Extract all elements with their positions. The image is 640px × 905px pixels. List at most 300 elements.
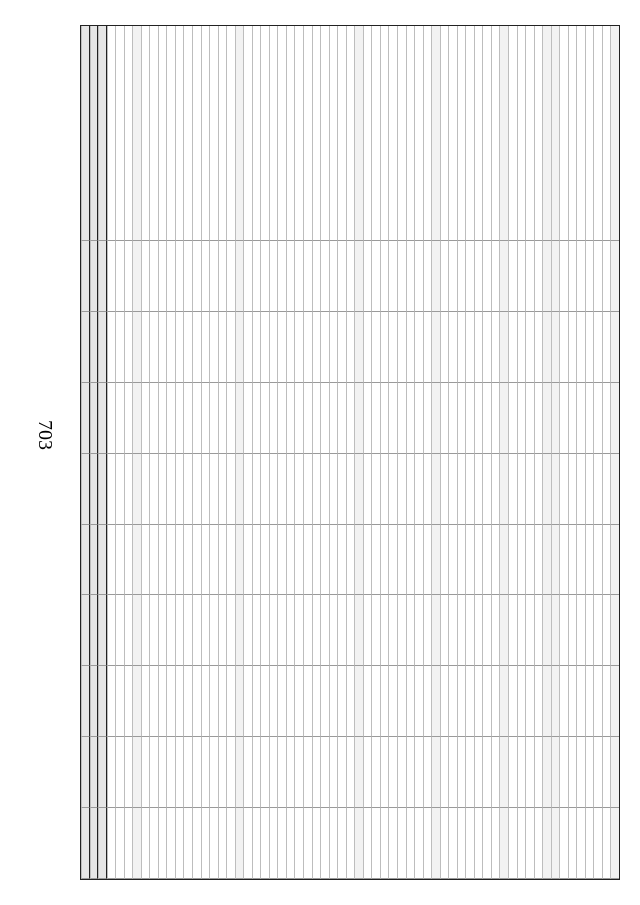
row-name-cell bbox=[457, 26, 466, 241]
value-cell bbox=[98, 808, 107, 879]
row-name-cell bbox=[431, 26, 440, 241]
value-cell bbox=[124, 383, 133, 454]
value-cell bbox=[235, 737, 244, 808]
value-cell bbox=[551, 666, 560, 737]
value-cell bbox=[576, 595, 585, 666]
value-cell bbox=[388, 737, 397, 808]
row-name-cell bbox=[568, 26, 577, 241]
value-cell bbox=[346, 241, 355, 312]
value-cell bbox=[576, 241, 585, 312]
value-cell bbox=[534, 383, 543, 454]
value-cell bbox=[218, 312, 227, 383]
value-cell bbox=[457, 737, 466, 808]
row-name-cell bbox=[534, 26, 543, 241]
value-cell bbox=[115, 312, 124, 383]
value-cell bbox=[218, 454, 227, 525]
value-cell bbox=[183, 737, 192, 808]
value-cell bbox=[183, 383, 192, 454]
value-cell bbox=[235, 525, 244, 596]
value-cell bbox=[158, 312, 167, 383]
row-name-cell bbox=[448, 26, 457, 241]
value-cell bbox=[260, 808, 269, 879]
value-cell bbox=[491, 595, 500, 666]
value-cell bbox=[448, 383, 457, 454]
value-cell bbox=[269, 312, 278, 383]
value-cell bbox=[610, 737, 619, 808]
value-cell bbox=[218, 808, 227, 879]
value-cell bbox=[269, 241, 278, 312]
value-cell bbox=[218, 241, 227, 312]
value-cell bbox=[209, 312, 218, 383]
value-cell bbox=[610, 595, 619, 666]
value-cell bbox=[320, 737, 329, 808]
value-cell bbox=[491, 808, 500, 879]
value-cell bbox=[517, 454, 526, 525]
value-cell bbox=[388, 525, 397, 596]
value-cell bbox=[149, 595, 158, 666]
value-cell bbox=[183, 666, 192, 737]
row-name-cell bbox=[337, 26, 346, 241]
row-name-cell bbox=[380, 26, 389, 241]
value-cell bbox=[337, 525, 346, 596]
value-cell bbox=[440, 525, 449, 596]
row-name-cell bbox=[602, 26, 611, 241]
value-cell bbox=[183, 525, 192, 596]
row-name-cell bbox=[235, 26, 244, 241]
value-cell bbox=[175, 737, 184, 808]
value-cell bbox=[175, 312, 184, 383]
value-cell bbox=[158, 808, 167, 879]
value-cell bbox=[346, 737, 355, 808]
row-name-cell bbox=[166, 26, 175, 241]
value-cell bbox=[354, 525, 363, 596]
value-cell bbox=[482, 737, 491, 808]
value-cell bbox=[209, 454, 218, 525]
value-cell bbox=[371, 383, 380, 454]
value-cell bbox=[363, 312, 372, 383]
value-cell bbox=[593, 383, 602, 454]
value-cell bbox=[269, 737, 278, 808]
value-cell bbox=[568, 383, 577, 454]
value-cell bbox=[260, 454, 269, 525]
value-cell bbox=[363, 808, 372, 879]
value-cell bbox=[329, 737, 338, 808]
value-cell bbox=[448, 241, 457, 312]
row-name-cell bbox=[397, 26, 406, 241]
value-cell bbox=[175, 454, 184, 525]
value-cell bbox=[295, 241, 304, 312]
row-name-cell bbox=[551, 26, 560, 241]
value-cell bbox=[508, 525, 517, 596]
value-cell bbox=[166, 312, 175, 383]
value-cell bbox=[576, 383, 585, 454]
value-cell bbox=[286, 241, 295, 312]
value-cell bbox=[525, 666, 534, 737]
value-cell bbox=[158, 383, 167, 454]
value-cell bbox=[610, 808, 619, 879]
value-cell bbox=[286, 737, 295, 808]
value-cell bbox=[312, 666, 321, 737]
value-cell bbox=[337, 383, 346, 454]
value-cell bbox=[201, 666, 210, 737]
value-cell bbox=[149, 808, 158, 879]
value-cell bbox=[551, 383, 560, 454]
value-cell bbox=[602, 737, 611, 808]
value-cell bbox=[354, 454, 363, 525]
value-cell bbox=[312, 737, 321, 808]
value-cell bbox=[542, 454, 551, 525]
value-cell bbox=[260, 595, 269, 666]
value-cell bbox=[115, 737, 124, 808]
value-cell bbox=[303, 808, 312, 879]
value-cell bbox=[491, 241, 500, 312]
value-cell bbox=[576, 666, 585, 737]
value-cell bbox=[201, 383, 210, 454]
value-cell bbox=[141, 737, 150, 808]
value-cell bbox=[295, 666, 304, 737]
value-cell bbox=[226, 808, 235, 879]
value-cell bbox=[585, 525, 594, 596]
value-cell bbox=[337, 454, 346, 525]
row-name-cell bbox=[81, 26, 90, 241]
value-cell bbox=[482, 666, 491, 737]
value-cell bbox=[508, 312, 517, 383]
value-cell bbox=[431, 525, 440, 596]
value-cell bbox=[457, 595, 466, 666]
page-number: 703 bbox=[34, 420, 56, 450]
value-cell bbox=[295, 737, 304, 808]
value-cell bbox=[286, 595, 295, 666]
value-cell bbox=[277, 808, 286, 879]
value-cell bbox=[482, 808, 491, 879]
value-cell bbox=[218, 383, 227, 454]
value-cell bbox=[218, 525, 227, 596]
value-cell bbox=[610, 666, 619, 737]
value-cell bbox=[286, 525, 295, 596]
value-cell bbox=[158, 525, 167, 596]
value-cell bbox=[329, 312, 338, 383]
value-cell bbox=[517, 525, 526, 596]
value-cell bbox=[499, 666, 508, 737]
row-name-cell bbox=[183, 26, 192, 241]
value-cell bbox=[98, 737, 107, 808]
value-cell bbox=[107, 808, 116, 879]
value-cell bbox=[243, 525, 252, 596]
value-cell bbox=[295, 454, 304, 525]
value-cell bbox=[107, 666, 116, 737]
value-cell bbox=[388, 383, 397, 454]
row-name-cell bbox=[363, 26, 372, 241]
row-name-cell bbox=[260, 26, 269, 241]
row-name-cell bbox=[491, 26, 500, 241]
value-cell bbox=[508, 666, 517, 737]
row-name-cell bbox=[277, 26, 286, 241]
value-cell bbox=[406, 241, 415, 312]
value-cell bbox=[226, 312, 235, 383]
value-cell bbox=[209, 666, 218, 737]
value-cell bbox=[81, 312, 90, 383]
row-name-cell bbox=[175, 26, 184, 241]
value-cell bbox=[448, 312, 457, 383]
row-name-cell bbox=[303, 26, 312, 241]
value-cell bbox=[115, 454, 124, 525]
value-cell bbox=[499, 525, 508, 596]
value-cell bbox=[218, 666, 227, 737]
value-cell bbox=[474, 808, 483, 879]
row-name-cell bbox=[243, 26, 252, 241]
value-cell bbox=[440, 241, 449, 312]
value-cell bbox=[243, 595, 252, 666]
value-cell bbox=[269, 454, 278, 525]
value-cell bbox=[559, 241, 568, 312]
value-cell bbox=[192, 525, 201, 596]
value-cell bbox=[380, 525, 389, 596]
value-cell bbox=[337, 595, 346, 666]
row-name-cell bbox=[576, 26, 585, 241]
value-cell bbox=[593, 737, 602, 808]
value-cell bbox=[508, 454, 517, 525]
value-cell bbox=[269, 666, 278, 737]
value-cell bbox=[90, 241, 99, 312]
value-cell bbox=[559, 312, 568, 383]
value-cell bbox=[175, 666, 184, 737]
value-cell bbox=[252, 595, 261, 666]
value-cell bbox=[482, 241, 491, 312]
value-cell bbox=[98, 595, 107, 666]
value-cell bbox=[508, 595, 517, 666]
row-name-cell bbox=[499, 26, 508, 241]
value-cell bbox=[371, 525, 380, 596]
value-cell bbox=[329, 241, 338, 312]
value-cell bbox=[149, 666, 158, 737]
row-name-cell bbox=[542, 26, 551, 241]
value-cell bbox=[414, 241, 423, 312]
row-name-cell bbox=[482, 26, 491, 241]
value-cell bbox=[98, 454, 107, 525]
value-cell bbox=[346, 312, 355, 383]
value-cell bbox=[380, 808, 389, 879]
value-cell bbox=[423, 595, 432, 666]
value-cell bbox=[440, 737, 449, 808]
value-cell bbox=[141, 595, 150, 666]
value-cell bbox=[414, 666, 423, 737]
value-cell bbox=[499, 808, 508, 879]
value-cell bbox=[610, 383, 619, 454]
value-cell bbox=[397, 737, 406, 808]
value-cell bbox=[90, 454, 99, 525]
value-cell bbox=[295, 525, 304, 596]
value-cell bbox=[269, 383, 278, 454]
value-cell bbox=[141, 312, 150, 383]
value-cell bbox=[158, 241, 167, 312]
value-cell bbox=[397, 666, 406, 737]
value-cell bbox=[380, 241, 389, 312]
row-name-cell bbox=[218, 26, 227, 241]
value-cell bbox=[414, 595, 423, 666]
value-cell bbox=[209, 595, 218, 666]
row-name-cell bbox=[252, 26, 261, 241]
value-cell bbox=[474, 383, 483, 454]
value-cell bbox=[320, 454, 329, 525]
value-cell bbox=[414, 454, 423, 525]
value-cell bbox=[534, 454, 543, 525]
value-cell bbox=[363, 737, 372, 808]
value-cell bbox=[132, 666, 141, 737]
row-name-cell bbox=[209, 26, 218, 241]
value-cell bbox=[303, 454, 312, 525]
value-cell bbox=[124, 241, 133, 312]
value-cell bbox=[363, 383, 372, 454]
value-cell bbox=[440, 666, 449, 737]
value-cell bbox=[132, 737, 141, 808]
value-cell bbox=[295, 595, 304, 666]
value-cell bbox=[141, 454, 150, 525]
value-cell bbox=[474, 525, 483, 596]
value-cell bbox=[175, 595, 184, 666]
value-cell bbox=[397, 525, 406, 596]
value-cell bbox=[175, 525, 184, 596]
value-cell bbox=[286, 383, 295, 454]
value-cell bbox=[610, 241, 619, 312]
value-cell bbox=[542, 808, 551, 879]
value-cell bbox=[423, 808, 432, 879]
value-cell bbox=[252, 666, 261, 737]
value-cell bbox=[149, 737, 158, 808]
row-name-cell bbox=[192, 26, 201, 241]
value-cell bbox=[431, 312, 440, 383]
row-name-cell bbox=[517, 26, 526, 241]
value-cell bbox=[542, 666, 551, 737]
value-cell bbox=[397, 383, 406, 454]
value-cell bbox=[286, 312, 295, 383]
value-cell bbox=[226, 737, 235, 808]
value-cell bbox=[465, 595, 474, 666]
value-cell bbox=[192, 312, 201, 383]
value-cell bbox=[115, 808, 124, 879]
value-cell bbox=[320, 808, 329, 879]
value-cell bbox=[388, 241, 397, 312]
value-cell bbox=[551, 595, 560, 666]
value-cell bbox=[209, 525, 218, 596]
value-cell bbox=[499, 454, 508, 525]
value-cell bbox=[115, 525, 124, 596]
value-cell bbox=[465, 383, 474, 454]
value-cell bbox=[585, 383, 594, 454]
value-cell bbox=[568, 808, 577, 879]
value-cell bbox=[482, 312, 491, 383]
value-cell bbox=[576, 454, 585, 525]
value-cell bbox=[346, 383, 355, 454]
value-cell bbox=[243, 666, 252, 737]
value-cell bbox=[388, 312, 397, 383]
value-cell bbox=[277, 312, 286, 383]
value-cell bbox=[124, 666, 133, 737]
value-cell bbox=[517, 666, 526, 737]
value-cell bbox=[346, 808, 355, 879]
value-cell bbox=[534, 666, 543, 737]
value-cell bbox=[295, 383, 304, 454]
value-cell bbox=[312, 383, 321, 454]
value-cell bbox=[132, 383, 141, 454]
value-cell bbox=[491, 737, 500, 808]
value-cell bbox=[346, 595, 355, 666]
value-cell bbox=[414, 737, 423, 808]
value-cell bbox=[303, 525, 312, 596]
value-cell bbox=[98, 241, 107, 312]
value-cell bbox=[90, 383, 99, 454]
value-cell bbox=[525, 241, 534, 312]
value-cell bbox=[534, 525, 543, 596]
value-cell bbox=[431, 454, 440, 525]
value-cell bbox=[585, 808, 594, 879]
row-name-cell bbox=[158, 26, 167, 241]
row-name-cell bbox=[593, 26, 602, 241]
value-cell bbox=[406, 312, 415, 383]
value-cell bbox=[141, 666, 150, 737]
value-cell bbox=[388, 666, 397, 737]
value-cell bbox=[388, 808, 397, 879]
value-cell bbox=[517, 595, 526, 666]
value-cell bbox=[124, 454, 133, 525]
value-cell bbox=[371, 666, 380, 737]
row-name-cell bbox=[525, 26, 534, 241]
value-cell bbox=[81, 241, 90, 312]
value-cell bbox=[243, 737, 252, 808]
value-cell bbox=[277, 454, 286, 525]
value-cell bbox=[260, 666, 269, 737]
value-cell bbox=[602, 666, 611, 737]
value-cell bbox=[107, 241, 116, 312]
value-cell bbox=[243, 241, 252, 312]
value-cell bbox=[406, 383, 415, 454]
value-cell bbox=[235, 312, 244, 383]
value-cell bbox=[593, 808, 602, 879]
value-cell bbox=[474, 241, 483, 312]
value-cell bbox=[132, 808, 141, 879]
value-cell bbox=[252, 808, 261, 879]
value-cell bbox=[568, 595, 577, 666]
row-name-cell bbox=[149, 26, 158, 241]
value-cell bbox=[132, 454, 141, 525]
value-cell bbox=[423, 383, 432, 454]
value-cell bbox=[312, 525, 321, 596]
value-cell bbox=[81, 666, 90, 737]
value-cell bbox=[354, 383, 363, 454]
value-cell bbox=[329, 383, 338, 454]
value-cell bbox=[201, 808, 210, 879]
value-cell bbox=[551, 737, 560, 808]
value-cell bbox=[363, 595, 372, 666]
value-cell bbox=[482, 525, 491, 596]
value-cell bbox=[354, 737, 363, 808]
value-cell bbox=[303, 383, 312, 454]
value-cell bbox=[166, 454, 175, 525]
value-cell bbox=[593, 241, 602, 312]
value-cell bbox=[559, 666, 568, 737]
row-name-cell bbox=[465, 26, 474, 241]
value-cell bbox=[354, 312, 363, 383]
value-cell bbox=[303, 241, 312, 312]
value-cell bbox=[593, 312, 602, 383]
value-cell bbox=[593, 525, 602, 596]
value-cell bbox=[201, 312, 210, 383]
value-cell bbox=[201, 595, 210, 666]
value-cell bbox=[423, 666, 432, 737]
value-cell bbox=[354, 241, 363, 312]
value-cell bbox=[98, 383, 107, 454]
financial-table bbox=[80, 25, 620, 880]
value-cell bbox=[346, 525, 355, 596]
